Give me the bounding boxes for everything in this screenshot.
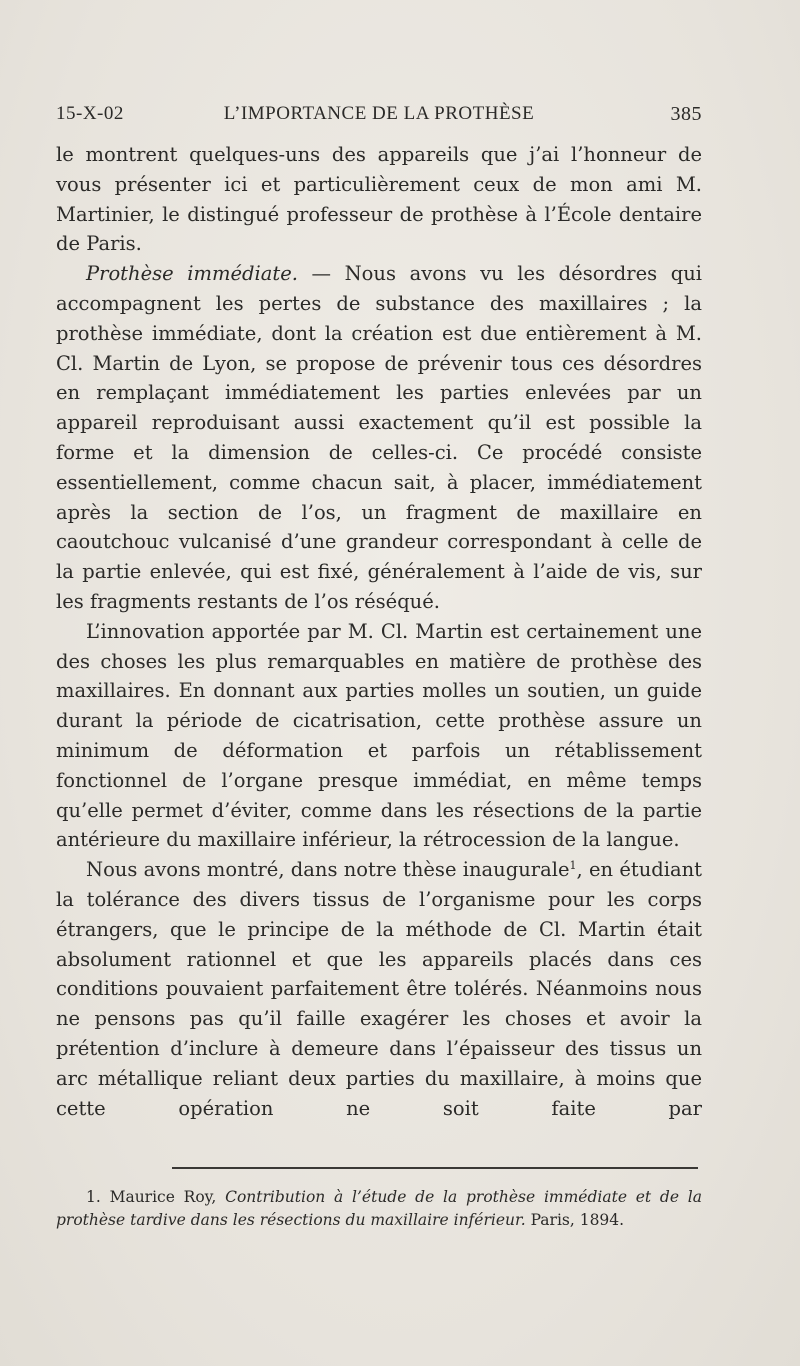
header-title: L’IMPORTANCE DE LA PROTHÈSE	[223, 103, 535, 124]
footnote	[56, 1186, 702, 1232]
paragraph-4-start: Nous avons montré, dans notre thèse inaugurale	[86, 858, 570, 882]
footnote-title: Contribution à l’étude de la prothèse immédiate et de la prothèse tardive dans les résections du maxillaire inférieur.	[56, 1188, 702, 1229]
footnote-author: Maurice Roy,	[109, 1188, 217, 1206]
paragraph-3: L’innovation apportée par M. Cl. Martin est certainement une des choses les plus remarquables en matière de prothèse des maxillaires. En donnant aux parties molles un soutien, un guide durant la période de cicatrisation, cette prothèse assure un minimum de déformation et parfois un rétablissement fonctionnel de l’organe presque immédiat, en même temps qu’elle permet d’éviter, comme dans les résections de la partie antérieure du maxillaire inférieur, la rétrocession de la langue.	[56, 619, 702, 852]
paragraph-2	[56, 259, 702, 617]
footnote-reference: 1	[569, 859, 577, 873]
body-text	[56, 140, 702, 1123]
header-date: 15-X-02	[56, 103, 124, 124]
page-number: 385	[670, 103, 702, 125]
section-heading-prothese-immediate: Prothèse immédiate.	[86, 262, 298, 286]
paragraph-4	[56, 855, 702, 1123]
running-header	[56, 103, 702, 129]
footnote-divider	[172, 1167, 698, 1169]
paragraph-1: le montrent quelques-uns des appareils que j’ai l’honneur de vous présenter ici et particulièrement ceux de mon ami M. Martinier, le distingué professeur de prothèse à l’École dentaire de Paris.	[56, 143, 702, 256]
paragraph-4-rest: , en étudiant la tolérance des divers tissus de l’organisme pour les corps étrangers, que le principe de la méthode de Cl. Martin était absolument rationnel et que les appareils placés dans ces conditions pouvaient parfaitement être tolérés. Néanmoins nous ne pensons pas qu’il faille exagérer les choses et avoir la prétention d’inclure à demeure dans l’épaisseur des tissus un arc métallique reliant deux parties du maxillaire, à moins que cette opération ne soit faite par	[56, 858, 703, 1120]
footnote-place-date: Paris, 1894.	[530, 1211, 625, 1229]
paragraph-2-text: — Nous avons vu les désordres qui accompagnent les pertes de substance des maxillaires ; la prothèse immédiate, dont la création est due entièrement à M. Cl. Martin de Lyon, se propose de prévenir tous ces désordres en remplaçant immédiatement les parties enlevées par un appareil reproduisant aussi exactement qu’il est possible la forme et la dimension de celles-ci. Ce procédé consiste essentiellement, comme chacun sait, à placer, immédiatement après la section de l’os, un fragment de maxillaire en caoutchouc vulcanisé d’une grandeur correspondant à celle de la partie enlevée, qui est fixé, généralement à l’aide de vis, sur les fragments restants de l’os réséqué.	[56, 262, 702, 613]
footnote-number: 1.	[86, 1188, 101, 1206]
